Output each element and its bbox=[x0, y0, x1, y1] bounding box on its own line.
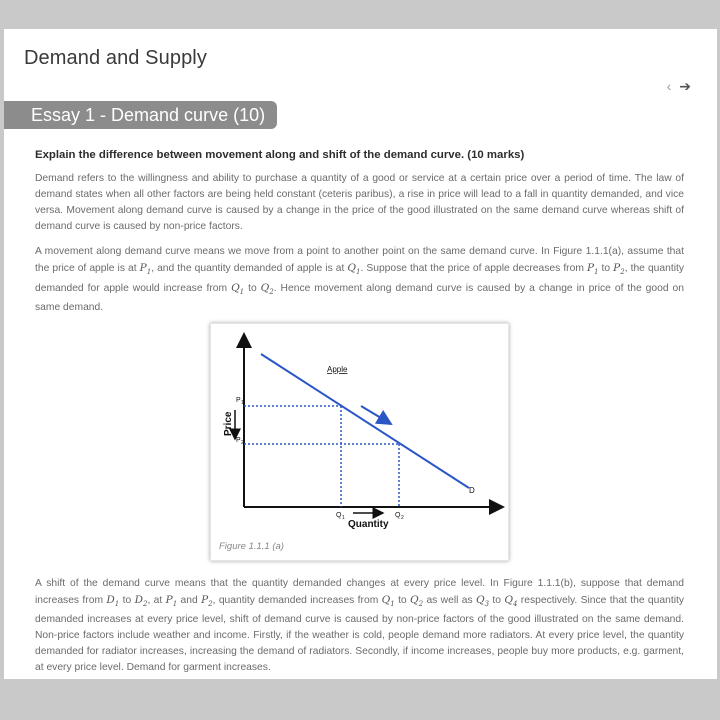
paragraph-2: A movement along demand curve means we move from a point to another point on the same demand curve. In Figure 1.1.1(a), assume that the price of apple is at $P_1$, and the quantity demanded of apple is at $Q_1$. Suppose that the price of apple decreases from $P_1$ to $P_2$, the quantity demanded for apple would increase from $Q_1$ to $Q_2$. Hence movement along demand curve is caused by a change in price of the good on same demand. bbox=[35, 246, 685, 314]
essay-content-2 bbox=[35, 576, 684, 679]
svg-text:2: 2 bbox=[241, 440, 244, 446]
price-label: Price bbox=[223, 411, 234, 436]
math-q1: $Q_1$ bbox=[231, 282, 245, 297]
svg-text:2: 2 bbox=[401, 515, 404, 521]
p2-label bbox=[236, 437, 244, 446]
math-q4: $Q_4$ bbox=[504, 594, 518, 609]
paragraph-3: A shift of the demand curve means that the quantity demanded changes at every price level. In Figure 1.1.1(b), suppose that demand increases from $D_1$ to $D_2$, at $P_1$ and $P_2$, quantity demanded increases from $Q_1$ to $Q_2$ as well as $Q_3$ to $Q_4$ respectively. Since that the quantity demanded increases at every price level, shift of demand curve is caused by non-price factors of the good illustrated on the same demand. Non-price factors include weather and income. Firstly, if the weather is cold, people demand more radiators. At every price level, the quantity demanded for radiator increases, increasing the demand of radiators. Secondly, if income increases, people buy more products, e.g. garment, at every price level. Demand for garment increases. bbox=[35, 578, 684, 674]
essay-content bbox=[35, 149, 684, 325]
math-q1: $Q_1$ bbox=[381, 594, 395, 609]
pager bbox=[667, 79, 691, 93]
paragraph-1: Demand refers to the willingness and ability to purchase a quantity of a good or service at a certain price over a period of time. The law of demand states when all other factors are being held constant (ceteris paribus), a rise in price will lead to a fall in quantity demanded, and vice versa. Movement along demand curve is caused by a change in the price of the good illustrated on the same demand curve whereas shift of demand curve is caused by non-price factors. bbox=[35, 173, 684, 232]
math-q1: $Q_1$ bbox=[347, 262, 361, 277]
demand-curve bbox=[261, 354, 469, 488]
math-p1: $P_1$ bbox=[139, 262, 152, 277]
quantity-label: Quantity bbox=[348, 519, 389, 530]
math-d2: $D_2$ bbox=[134, 594, 148, 609]
svg-text:1: 1 bbox=[342, 515, 345, 521]
p1-label bbox=[236, 397, 244, 406]
figure-demand-curve bbox=[210, 323, 509, 561]
demand-label: D bbox=[469, 486, 475, 495]
svg-text:Q: Q bbox=[336, 512, 342, 519]
svg-text:1: 1 bbox=[241, 400, 244, 406]
math-q2: $Q_2$ bbox=[410, 594, 424, 609]
figure-caption: Figure 1.1.1 (a) bbox=[219, 541, 284, 552]
q1-label bbox=[336, 512, 345, 521]
math-q2: $Q_2$ bbox=[260, 282, 274, 297]
page-container bbox=[4, 29, 717, 679]
math-p1: $P_1$ bbox=[165, 594, 178, 609]
math-d1: $D_1$ bbox=[106, 594, 120, 609]
svg-text:P: P bbox=[236, 397, 241, 404]
svg-text:P: P bbox=[236, 437, 241, 444]
essay-question: Explain the difference between movement along and shift of the demand curve. (10 marks) bbox=[35, 149, 525, 161]
q2-label bbox=[395, 512, 404, 521]
math-p1: $P_1$ bbox=[586, 262, 599, 277]
math-q3: $Q_3$ bbox=[476, 594, 490, 609]
essay-banner: Essay 1 - Demand curve (10) bbox=[4, 101, 277, 129]
demand-chart bbox=[211, 324, 508, 560]
math-p2: $P_2$ bbox=[201, 594, 213, 609]
chevron-left-icon[interactable]: ‹ bbox=[666, 78, 672, 94]
math-p2: $P_2$ bbox=[613, 262, 625, 277]
svg-text:Q: Q bbox=[395, 512, 401, 519]
curve-label: Apple bbox=[327, 365, 348, 374]
page-title: Demand and Supply bbox=[24, 47, 207, 69]
arrow-right-icon[interactable]: ➔ bbox=[679, 78, 691, 94]
